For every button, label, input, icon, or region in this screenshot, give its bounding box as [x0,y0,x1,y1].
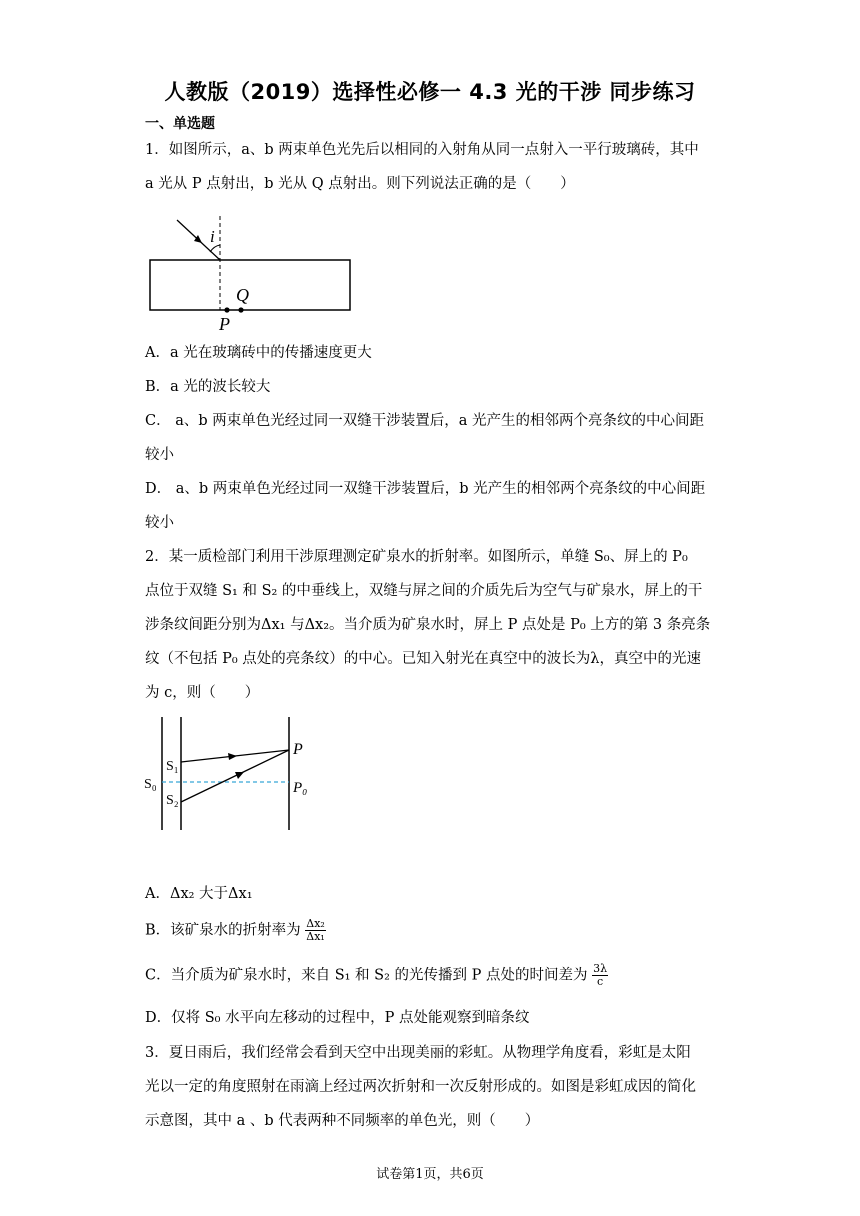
page-title: 人教版（2019）选择性必修一 4.3 光的干涉 同步练习 [164,80,696,104]
page-footer: 试卷第1页，共6页 [376,1167,484,1182]
q2-option-b-text: B．该矿泉水的折射率为 [145,922,301,939]
q2-option-d: D．仅将 S₀ 水平向左移动的过程中，P 点处能观察到暗条纹 [145,1010,530,1026]
label-p: P [293,741,303,758]
q2-option-c [145,963,608,988]
q2-stem-line5: 为 c，则（ ） [145,685,260,701]
q2-stem-line1: 2．某一质检部门利用干涉原理测定矿泉水的折射率。如图所示，单缝 S₀、屏上的 P₀ [145,549,688,565]
fraction-denominator: c [597,975,604,988]
q3-stem-line2: 光以一定的角度照射在雨滴上经过两次折射和一次反射形成的。如图是彩虹成因的简化 [145,1079,696,1095]
label-s0: S₀ [144,777,157,792]
fraction-numerator: 3λ [593,962,608,975]
q1-glass-brick-diagram [140,210,360,335]
angle-arc [210,245,220,252]
fraction-numerator: Δx₂ [306,917,325,930]
q2-option-a: A．Δx₂ 大于Δx₁ [145,886,253,902]
label-p: P [219,314,230,334]
q1-option-c-line1: C． a、b 两束单色光经过同一双缝干涉装置后，a 光产生的相邻两个亮条纹的中心间距 [145,413,704,429]
section-heading: 一、单选题 [145,116,215,132]
label-q: Q [236,285,249,305]
q2-double-slit-diagram [140,712,330,832]
q2-option-b-fraction [305,918,326,943]
q2-option-b [145,918,326,943]
q2-stem-line3: 涉条纹间距分别为Δx₁ 与Δx₂。当介质为矿泉水时，屏上 P 点处是 P₀ 上方的第 3 条亮条 [145,617,711,633]
q1-stem-line1: 1．如图所示，a、b 两束单色光先后以相同的入射角从同一点射入一平行玻璃砖，其中 [145,142,699,158]
label-s1: S₁ [166,759,179,774]
q1-option-d-line2: 较小 [145,515,174,531]
label-s2: S₂ [166,793,179,808]
fraction-denominator: Δx₁ [306,930,325,943]
glass-brick [150,260,350,310]
q1-option-d-line1: D． a、b 两束单色光经过同一双缝干涉装置后，b 光产生的相邻两个亮条纹的中心间距 [145,481,706,497]
angle-label-i: i [210,227,215,246]
q1-option-a: A．a 光在玻璃砖中的传播速度更大 [145,345,372,361]
q2-option-c-text: C．当介质为矿泉水时，来自 S₁ 和 S₂ 的光传播到 P 点处的时间差为 [145,967,588,984]
q3-stem-line1: 3．夏日雨后，我们经常会看到天空中出现美丽的彩虹。从物理学角度看，彩虹是太阳 [145,1045,691,1061]
q2-stem-line4: 纹（不包括 P₀ 点处的亮条纹）的中心。已知入射光在真空中的波长为λ，真空中的光速 [145,651,701,667]
ray-from-s2 [181,750,289,802]
q1-option-b: B．a 光的波长较大 [145,379,271,395]
point-p [224,307,229,312]
q1-option-c-line2: 较小 [145,447,174,463]
point-q [238,307,243,312]
q2-option-c-fraction [592,963,608,988]
label-p0: P₀ [293,780,308,796]
q3-stem-line3: 示意图，其中 a 、b 代表两种不同频率的单色光，则（ ） [145,1113,540,1129]
q1-stem-line2: a 光从 P 点射出，b 光从 Q 点射出。则下列说法正确的是（ ） [145,176,575,192]
q2-stem-line2: 点位于双缝 S₁ 和 S₂ 的中垂线上，双缝与屏之间的介质先后为空气与矿泉水，屏上的干 [145,583,703,599]
ray-s1-arrow-head [228,753,237,760]
